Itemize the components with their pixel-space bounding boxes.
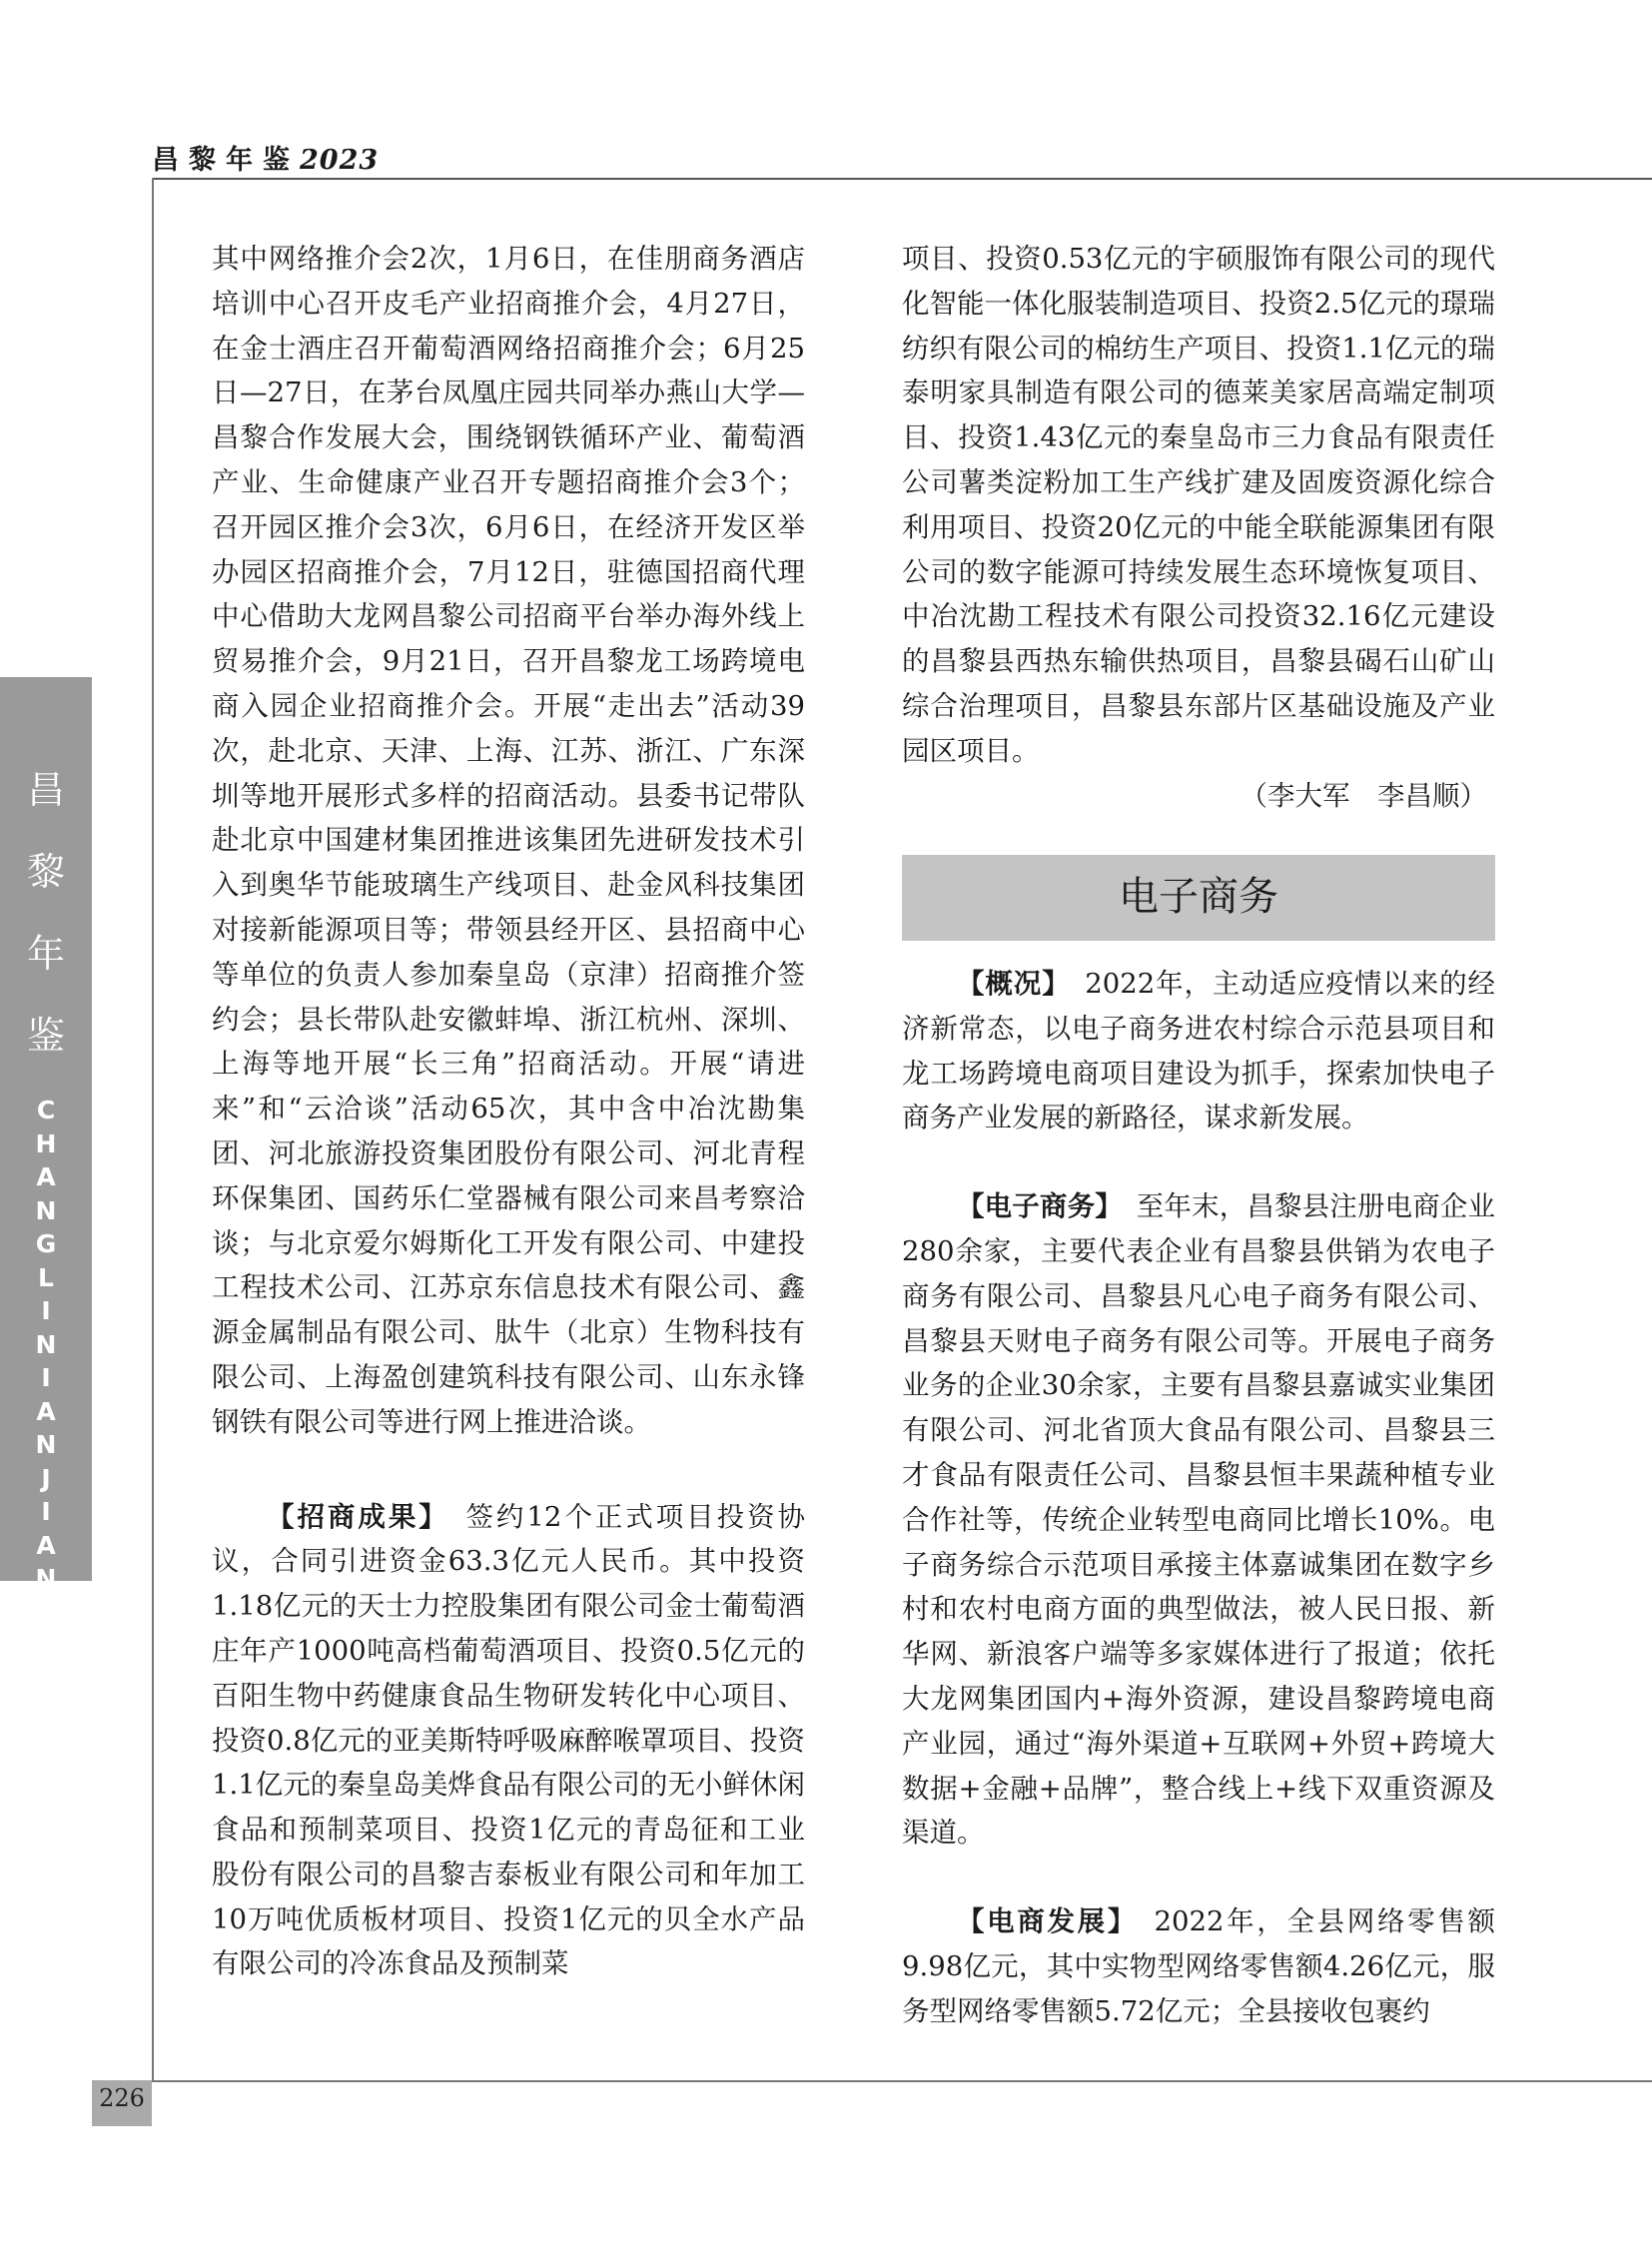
page-number: 226	[99, 2084, 145, 2112]
side-letter: H	[35, 1129, 57, 1158]
side-letter: N	[35, 1195, 57, 1225]
side-letter: A	[36, 1530, 56, 1560]
left-column	[212, 237, 805, 1986]
running-header	[152, 138, 379, 177]
header-rule	[152, 178, 1652, 180]
paragraph-text: 至年末，昌黎县注册电商企业280余家，主要代表企业有昌黎县供销为农电子商务有限公司、昌黎县凡心电子商务有限公司、昌黎县天财电子商务有限公司等。开展电子商务业务的企业30余家，主要有昌黎县嘉诚实业集团有限公司、河北省顶大食品有限公司、昌黎县三才食品有限责任公司、昌黎县恒丰果蔬种植专业合作社等，传统企业转型电商同比增长10%。电子商务综合示范项目承接主体嘉诚集团在数字乡村和农村电商方面的典型做法，被人民日报、新华网、新浪客户端等多家媒体进行了报道；依托大龙网集团国内+海外资源，建设昌黎跨境电商产业园，通过“海外渠道+互联网+外贸+跨境大数据+金融+品牌”，整合线上+线下双重资源及渠道。	[902, 1190, 1496, 1850]
yearbook-year: 2023	[300, 145, 380, 176]
paragraph-investment-events: 其中网络推介会2次，1月6日，在佳朋商务酒店培训中心召开皮毛产业招商推介会，4月27日，在金士酒庄召开葡萄酒网络招商推介会；6月25日—27日，在茅台凤凰庄园共同举办燕山大学—昌黎合作发展大会，围绕钢铁循环产业、葡萄酒产业、生命健康产业召开专题招商推介会3个；召开园区推介会3次，6月6日，在经济开发区举办园区招商推介会，7月12日，驻德国招商代理中心借助大龙网昌黎公司招商平台举办海外线上贸易推介会，9月21日，召开昌黎龙工场跨境电商入园企业招商推介会。开展“走出去”活动39次，赴北京、天津、上海、江苏、浙江、广东深圳等地开展形式多样的招商活动。县委书记带队赴北京中国建材集团推进该集团先进研发技术引入到奥华节能玻璃生产线项目、赴金风科技集团对接新能源项目等；带领县经开区、县招商中心等单位的负责人参加秦皇岛（京津）招商推介签约会；县长带队赴安徽蚌埠、浙江杭州、深圳、上海等地开展“长三角”招商活动。开展“请进来”和“云洽谈”活动65次，其中含中冶沈勘集团、河北旅游投资集团股份有限公司、河北青程环保集团、国药乐仁堂器械有限公司来昌考察洽谈；与北京爱尔姆斯化工开发有限公司、中建投工程技术公司、江苏京东信息技术有限公司、鑫源金属制品有限公司、肽牛（北京）生物科技有限公司、上海盈创建筑科技有限公司、山东永锋钢铁有限公司等进行网上推进洽谈。	[212, 243, 805, 1438]
side-letter: N	[35, 1564, 57, 1593]
paragraph-text: 2022年，全县网络零售额9.98亿元，其中实物型网络零售额4.26亿元，服务型网络零售额5.72亿元；全县接收包裹约	[902, 1905, 1495, 2027]
side-char: 鉴	[26, 1014, 65, 1058]
side-char: 昌	[26, 768, 65, 812]
margin-rule	[152, 178, 154, 2080]
side-tab-pinyin	[0, 1094, 92, 1596]
section-tag: 【招商成果】	[267, 1500, 435, 1533]
section-tag: 【电子商务】	[957, 1190, 1110, 1223]
paragraph-investment-results	[212, 1495, 805, 1987]
side-letter: I	[41, 1363, 51, 1392]
side-letter: G	[35, 1229, 57, 1258]
side-letter: L	[38, 1262, 54, 1292]
section-tag: 【电商发展】	[957, 1905, 1125, 1938]
paragraph-text: 签约12个正式项目投资协议，合同引进资金63.3亿元人民币。其中投资1.18亿元的天士力控股集团有限公司金士葡萄酒庄年产1000吨高档葡萄酒项目、投资0.5亿元的百阳生物中药健康食品生物研发转化中心项目、投资0.8亿元的亚美斯特呼吸麻醉喉罩项目、投资1.1亿元的秦皇岛美烨食品有限公司的无小鲜休闲食品和预制菜项目、投资1亿元的青岛征和工业股份有限公司的昌黎吉泰板业有限公司和年加工10万吨优质板材项目、投资1亿元的贝全水产品有限公司的冷冻食品及预制菜	[212, 1500, 806, 1980]
yearbook-title: 昌黎年鉴	[152, 145, 300, 176]
paragraph-text: 2022年，主动适应疫情以来的经济新常态，以电子商务进农村综合示范县项目和龙工场跨境电商项目建设为抓手，探索加快电子商务产业发展的新路径，谋求新发展。	[902, 968, 1496, 1134]
paragraph-ecommerce	[902, 1184, 1495, 1856]
section-tag: 【概况】	[957, 968, 1057, 1000]
right-column-ecommerce	[902, 962, 1495, 2034]
side-letter: J	[41, 1463, 51, 1493]
side-char: 年	[26, 932, 65, 976]
paragraph-overview	[902, 962, 1495, 1140]
paragraph-projects-continued: 项目、投资0.53亿元的宇硕服饰有限公司的现代化智能一体化服装制造项目、投资2.5亿元的璟瑞纺织有限公司的棉纺生产项目、投资1.1亿元的瑞泰明家具制造有限公司的德莱美家居高端定制项目、投资1.43亿元的秦皇岛市三力食品有限责任公司薯类淀粉加工生产线扩建及固废资源化综合利用项目、投资20亿元的中能全联能源集团有限公司的数字能源可持续发展生态环境恢复项目、中冶沈勘工程技术有限公司投资32.16亿元建设的昌黎县西热东输供热项目，昌黎县碣石山矿山综合治理项目，昌黎县东部片区基础设施及产业园区项目。	[902, 243, 1495, 767]
paragraph-ecommerce-development	[902, 1899, 1495, 2033]
side-letter: N	[35, 1329, 57, 1359]
side-letter: A	[36, 1162, 56, 1191]
section-heading: 电子商务	[1119, 874, 1278, 920]
footer-rule	[152, 2080, 1652, 2082]
author-byline: （李大军 李昌顺）	[1239, 779, 1487, 812]
side-letter: I	[41, 1296, 51, 1325]
side-char: 黎	[26, 850, 65, 894]
side-letter: N	[35, 1430, 57, 1459]
side-letter: A	[36, 1396, 56, 1426]
right-column-top	[902, 237, 1495, 818]
side-letter: C	[36, 1096, 56, 1125]
side-tab-chinese	[0, 749, 92, 1077]
side-letter: I	[41, 1497, 51, 1526]
